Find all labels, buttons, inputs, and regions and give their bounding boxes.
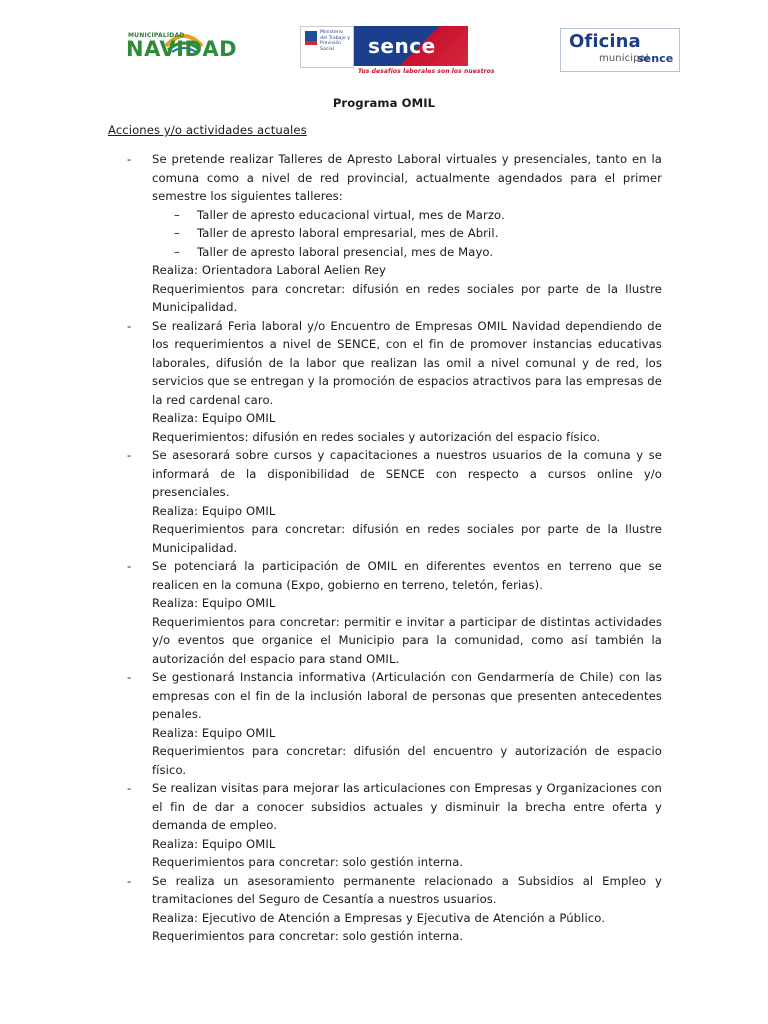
gobierno-logo-text: Ministerio del Trabajo y Previsión Social: [320, 30, 351, 52]
list-item: [108, 150, 662, 317]
item-realiza: Realiza: Equipo OMIL: [152, 503, 276, 518]
item-requerimientos: Requerimientos para concretar: difusión en redes sociales por parte de la Ilustre Municipalidad.: [152, 281, 662, 314]
navidad-logo-text: NAVIDAD: [126, 37, 238, 61]
bullet-dash-icon: -: [127, 559, 132, 573]
item-text: Se realiza un asesoramiento permanente relacionado a Subsidios al Empleo y tramitaciones del Seguro de Cesantía a nuestros usuarios.: [152, 873, 662, 906]
list-item: [108, 872, 662, 946]
list-item: [108, 557, 662, 668]
sub-list-item: [152, 206, 662, 225]
gobierno-logo: [300, 26, 354, 68]
section-heading: Acciones y/o actividades actuales: [108, 123, 307, 137]
sence-logo-box: [354, 26, 468, 66]
item-realiza: Realiza: Equipo OMIL: [152, 596, 276, 610]
sub-list-item: [152, 243, 662, 262]
oficina-logo-title: Oficina: [569, 31, 641, 52]
sub-bullet-dash-icon: –: [174, 244, 180, 259]
item-realiza: Realiza: Equipo OMIL: [152, 836, 276, 851]
item-requerimientos: Requerimientos para concretar: difusión del encuentro y autorización de espacio físico.: [152, 744, 662, 777]
chile-flag-icon: [305, 31, 317, 41]
item-realiza: Realiza: Equipo OMIL: [152, 725, 276, 740]
sence-logo-word: sence: [368, 34, 436, 58]
sub-bullet-dash-icon: –: [174, 226, 180, 240]
sub-list: [152, 206, 662, 262]
item-requerimientos: Requerimientos para concretar: solo gestión interna.: [152, 855, 464, 869]
bullet-dash-icon: -: [127, 873, 132, 888]
item-realiza: Realiza: Ejecutivo de Atención a Empresas y Ejecutiva de Atención a Público.: [152, 910, 606, 925]
sub-item-text: Taller de apresto laboral presencial, mes de Mayo.: [197, 244, 494, 259]
oficina-municipal-logo: [560, 28, 680, 72]
actions-list: [108, 150, 662, 946]
list-item: [108, 668, 662, 779]
navidad-logo-small-text: MUNICIPALIDAD: [128, 32, 185, 39]
item-text: Se realizan visitas para mejorar las articulaciones con Empresas y Organizaciones con el fin de dar a conocer subsidios actuales y disminuir la brecha entre oferta y demanda de empleo.: [152, 781, 662, 832]
navidad-logo: [126, 24, 238, 74]
list-item: [108, 317, 662, 447]
sub-item-text: Taller de apresto educacional virtual, mes de Marzo.: [197, 207, 505, 222]
sub-list-item: [152, 224, 662, 243]
sub-item-text: Taller de apresto laboral empresarial, mes de Abril.: [197, 226, 499, 240]
oficina-logo-sub: municipal: [599, 53, 649, 64]
item-text: Se potenciará la participación de OMIL en diferentes eventos en terreno que se realicen en la comuna (Expo, gobierno en terreno, teletón, ferias).: [152, 559, 662, 592]
list-item: [108, 779, 662, 872]
bullet-dash-icon: -: [127, 781, 132, 795]
header-logos: [0, 20, 768, 80]
item-realiza: Realiza: Equipo OMIL: [152, 411, 276, 425]
item-text: Se pretende realizar Talleres de Apresto Laboral virtuales y presenciales, tanto en la comuna como a nivel de red provincial, actualmente agendados para el primer semestre los siguientes talleres:: [152, 152, 662, 203]
sub-bullet-dash-icon: –: [174, 207, 180, 222]
bullet-dash-icon: -: [127, 152, 132, 166]
item-requerimientos: Requerimientos: difusión en redes sociales y autorización del espacio físico.: [152, 429, 601, 444]
item-text: Se gestionará Instancia informativa (Articulación con Gendarmería de Chile) con las empresas con el fin de la inclusión laboral de personas que presenten antecedentes penales.: [152, 670, 662, 721]
oficina-logo-brand: sence: [637, 52, 674, 65]
item-requerimientos: Requerimientos para concretar: permitir e invitar a participar de distintas actividades y/o eventos que organice el Municipio para la comunidad, como así también la autorización del espacio para stand OMIL.: [152, 614, 662, 666]
list-item: [108, 446, 662, 557]
item-text: Se asesorará sobre cursos y capacitaciones a nuestros usuarios de la comuna y se informará de la disponibilidad de SENCE con respecto a cursos online y/o presenciales.: [152, 448, 662, 499]
document-title: Programa OMIL: [332, 96, 436, 110]
bullet-dash-icon: -: [127, 448, 132, 462]
item-requerimientos: Requerimientos para concretar: difusión en redes sociales por parte de la Ilustre Municipalidad.: [152, 522, 662, 555]
sence-logo: [300, 26, 495, 76]
item-realiza: Realiza: Orientadora Laboral Aelien Rey: [152, 263, 386, 277]
sence-tagline: Tus desafíos laborales son los nuestros: [358, 68, 495, 75]
bullet-dash-icon: -: [127, 670, 132, 684]
bullet-dash-icon: -: [127, 318, 132, 333]
item-requerimientos: Requerimientos para concretar: solo gestión interna.: [152, 929, 464, 943]
item-text: Se realizará Feria laboral y/o Encuentro de Empresas OMIL Navidad dependiendo de los requerimientos a nivel de SENCE, con el fin de promover instancias educativas laborales, difusión de la labor que realizan las omil a nivel comunal y de red, los servicios que se entregan y la promoción de espacios atractivos para las empresas de la red cardenal caro.: [152, 318, 662, 407]
